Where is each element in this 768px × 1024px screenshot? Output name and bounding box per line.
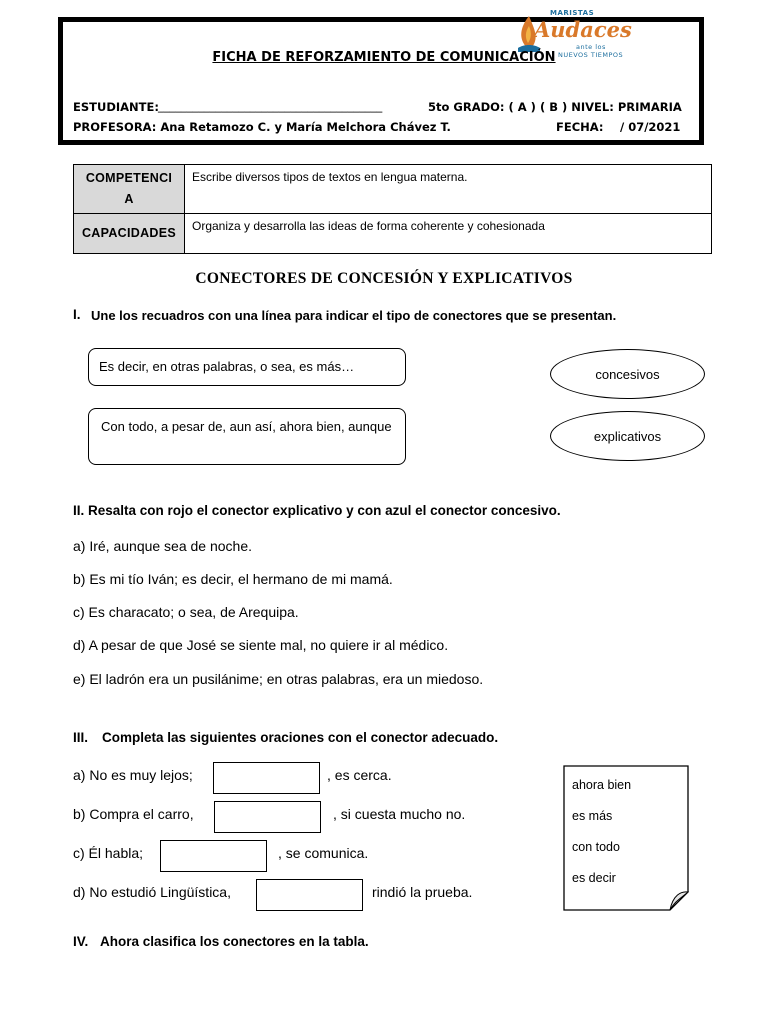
competency-label-line1: COMPETENCI bbox=[85, 171, 173, 185]
answer-blank-d[interactable] bbox=[256, 879, 363, 911]
part2-instruction: II. Resalta con rojo el conector explicativo y con azul el conector concesivo. bbox=[73, 503, 561, 518]
student-label: ESTUDIANTE: bbox=[73, 100, 159, 114]
answer-blank-b[interactable] bbox=[214, 801, 321, 833]
date-label: FECHA: bbox=[556, 120, 604, 134]
answer-blank-a[interactable] bbox=[213, 762, 320, 794]
oval-concesivos[interactable] bbox=[550, 349, 705, 399]
table-row bbox=[74, 214, 712, 254]
capacities-label-text: CAPACIDADES bbox=[81, 226, 177, 240]
connector-box-concessive[interactable] bbox=[88, 408, 406, 465]
competency-label-line2: A bbox=[124, 192, 134, 206]
logo-middle-text: ante los bbox=[576, 43, 606, 51]
capacities-label bbox=[74, 214, 185, 254]
part3-sentence-a-after: , es cerca. bbox=[327, 767, 392, 783]
section-title: CONECTORES DE CONCESIÓN Y EXPLICATIVOS bbox=[195, 270, 573, 287]
part3-sentence-d-before: d) No estudió Lingüística, bbox=[73, 884, 231, 900]
connector-box-text: Con todo, a pesar de, aun así, ahora bien, aunque bbox=[101, 419, 392, 434]
capacities-value: Organiza y desarrolla las ideas de forma coherente y cohesionada bbox=[185, 214, 712, 254]
part3-number: III. bbox=[73, 730, 89, 745]
logo-bottom-text: NUEVOS TIEMPOS bbox=[558, 51, 624, 59]
part2-sentence-b: b) Es mi tío Iván; es decir, el hermano de mi mamá. bbox=[73, 571, 393, 587]
competency-label bbox=[74, 165, 185, 214]
logo-top-text: MARISTAS bbox=[550, 9, 595, 17]
oval-explicativos[interactable] bbox=[550, 411, 705, 461]
word-bank-item: con todo bbox=[572, 840, 620, 854]
competency-table bbox=[73, 164, 712, 254]
word-bank-item: es más bbox=[572, 809, 613, 823]
part4-number: IV. bbox=[73, 934, 89, 949]
logo-main-text: Audaces bbox=[534, 17, 632, 42]
part1-instruction: Une los recuadros con una línea para indicar el tipo de conectores que se presentan. bbox=[91, 308, 617, 323]
word-bank-item: ahora bien bbox=[572, 778, 632, 792]
connector-box-text: Es decir, en otras palabras, o sea, es más… bbox=[99, 359, 355, 374]
teacher-info: PROFESORA: Ana Retamozo C. y María Melchora Chávez T. bbox=[73, 120, 451, 134]
part1-number: I. bbox=[73, 307, 81, 322]
date-value: / 07/2021 bbox=[620, 120, 681, 134]
competency-value: Escribe diversos tipos de textos en lengua materna. bbox=[185, 165, 712, 214]
oval-label: concesivos bbox=[595, 367, 660, 382]
part3-sentence-c-before: c) Él habla; bbox=[73, 845, 144, 861]
oval-label: explicativos bbox=[593, 429, 662, 444]
part3-sentence-b-before: b) Compra el carro, bbox=[73, 806, 194, 822]
part3-instruction: Completa las siguientes oraciones con el conector adecuado. bbox=[102, 730, 499, 745]
part3-sentence-b-after: , si cuesta mucho no. bbox=[333, 806, 466, 822]
part2-sentence-d: d) A pesar de que José se siente mal, no quiere ir al médico. bbox=[73, 637, 449, 653]
part4-instruction: Ahora clasifica los conectores en la tabla. bbox=[100, 934, 369, 949]
part2-sentence-a: a) Iré, aunque sea de noche. bbox=[73, 538, 253, 554]
part3-sentence-a-before: a) No es muy lejos; bbox=[73, 767, 193, 783]
answer-blank-c[interactable] bbox=[160, 840, 267, 872]
part3-sentence-c-after: , se comunica. bbox=[278, 845, 369, 861]
part2-sentence-e: e) El ladrón era un pusilánime; en otras palabras, era un miedoso. bbox=[73, 671, 484, 687]
table-row bbox=[74, 165, 712, 214]
part3-sentence-d-after: rindió la prueba. bbox=[372, 884, 473, 900]
page-title: FICHA DE REFORZAMIENTO DE COMUNICACIÓN bbox=[212, 50, 556, 65]
student-name-line: _______________________________________ bbox=[158, 99, 383, 113]
grade-level-info: 5to GRADO: ( A ) ( B ) NIVEL: PRIMARIA bbox=[428, 100, 682, 114]
connector-box-explicative[interactable] bbox=[88, 348, 406, 386]
word-bank-item: es decir bbox=[572, 871, 616, 885]
part2-sentence-c: c) Es characato; o sea, de Arequipa. bbox=[73, 604, 299, 620]
word-bank-note bbox=[563, 765, 689, 911]
